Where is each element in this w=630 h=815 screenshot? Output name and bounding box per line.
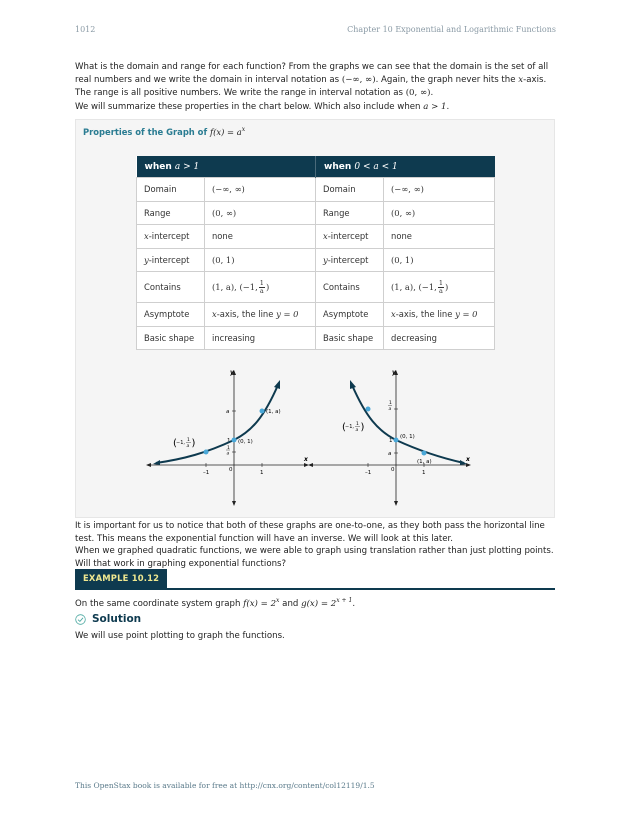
table-row: x-intercept none x-intercept none [137,225,495,249]
label-point-0-1: (0, 1) [400,434,415,440]
properties-box-title: Properties of the Graph of $f(x) = a^x$ [83,126,246,137]
curve-arrow-up-icon [274,380,280,389]
svg-text:(: ( [342,422,346,433]
x-axis-label: x [466,456,470,463]
y-axis-down-arrow-icon [394,501,398,506]
example-header [75,569,555,590]
table-header-row [137,156,495,178]
svg-text:1: 1 [356,422,359,427]
check-circle-icon [75,614,86,625]
tick-one: 1 [227,438,231,444]
svg-text:(: ( [173,438,177,449]
y-axis-label: y [392,369,396,376]
example-label: EXAMPLE 10.12 [75,569,167,588]
point-1-a [422,451,427,456]
table-row: Basic shape increasing Basic shape decreasing [137,326,495,350]
svg-text:): ) [191,438,196,449]
paragraph-one-to-one: It is important for us to notice that both of these graphs are one-to-one, as they both pass the horizontal line test. This means the exponential function will have an inverse. We will look at this later. [75,521,545,544]
point-0-1 [232,438,237,443]
example-statement: On the same coordinate system graph $f(x) = 2^x$ and $g(x) = 2^{x + 1}$. [75,597,356,609]
point-neg1-inv [204,450,209,455]
tick-inv-num: 1 [227,446,230,451]
properties-table [136,156,495,350]
function-f: $f(x) = 2^x$ [243,597,280,609]
range-interval: (0, ∞) [405,88,431,98]
svg-text:1: 1 [187,438,190,443]
intro-paragraph-2: We will summarize these properties in the chart below. Which also include when a > 1. [75,102,450,112]
properties-box [75,119,555,518]
solution-heading [75,613,141,625]
tick-inv-den: a [388,407,392,412]
tick-a: a [226,409,230,415]
header-a-between: when 0 < a < 1 [316,156,495,178]
tick-neg1: –1 [203,470,210,476]
table-row: Domain (−∞, ∞) Domain (−∞, ∞) [137,178,495,202]
tick-inv-den: a [226,451,230,457]
table-row: y-intercept (0, 1) y-intercept (0, 1) [137,248,495,272]
curve-increasing [156,385,278,463]
graph-decreasing [306,365,476,510]
chapter-title: Chapter 10 Exponential and Logarithmic Functions [347,25,556,34]
solution-text: We will use point plotting to graph the functions. [75,631,285,641]
curve-arrow-up-icon [350,380,356,389]
y-axis-label: y [230,369,234,376]
x-axis-right-arrow-icon [466,463,471,467]
svg-text:a: a [355,428,359,433]
tick-inv-num: 1 [389,401,392,406]
curve-arrow-left-icon [153,460,160,465]
point-neg1-inv [366,407,371,412]
svg-text:a: a [186,444,190,449]
table-row: Asymptote x-axis, the line y = 0 Asymptote x-axis, the line y = 0 [137,303,495,327]
header-a-greater-1: when a > 1 [137,156,316,178]
table-row: Contains (1, a), (−1, $\frac{1}{a}$ ) Contains (1, a), (−1, $\frac{1}{a}$ ) [137,272,495,303]
point-0-1 [394,438,399,443]
label-point-1-a: (1, a) [417,459,432,465]
tick-pos1: 1 [260,470,264,476]
domain-interval: (−∞, ∞) [341,75,376,85]
table-row: Range (0, ∞) Range (0, ∞) [137,201,495,225]
svg-text:): ) [360,422,365,433]
tick-neg1: –1 [365,470,372,476]
label-point-neg-a: −1, [176,440,185,446]
tick-a: a [388,451,392,457]
tick-one: 1 [389,438,393,444]
point-1-a [260,409,265,414]
function-g: $g(x) = 2^{x + 1}$ [301,597,353,609]
label-point-0-1: (0, 1) [238,439,253,445]
intro-paragraph-1: What is the domain and range for each function? From the graphs we can see that the domain is the set of all real numbers and we write the domain in interval notation as (−∞, ∞). Again, the graph never hits the x-axis. The range is all positive numbers. We write the range in interval notation as (0, ∞). [75,62,549,98]
tick-zero: 0 [391,467,395,473]
tick-pos1: 1 [422,470,426,476]
x-axis-left-arrow-icon [308,463,313,467]
solution-title: Solution [92,613,142,625]
label-point-1-a: (1, a) [266,409,281,415]
y-axis-down-arrow-icon [232,501,236,506]
page-number: 1012 [75,25,96,34]
graph-increasing [144,365,314,510]
paragraph-quadratic: When we graphed quadratic functions, we were able to graph using translation rather than just plotting points. Will that work in graphing exponential functions? [75,546,554,569]
x-axis-label: x [304,456,308,463]
tick-zero: 0 [229,467,233,473]
footer-link[interactable]: This OpenStax book is available for free at http://cnx.org/content/col12119/1.5 [75,781,375,790]
label-point-neg-a: −1, [345,424,354,430]
curve-decreasing [352,385,464,463]
x-axis-left-arrow-icon [146,463,151,467]
